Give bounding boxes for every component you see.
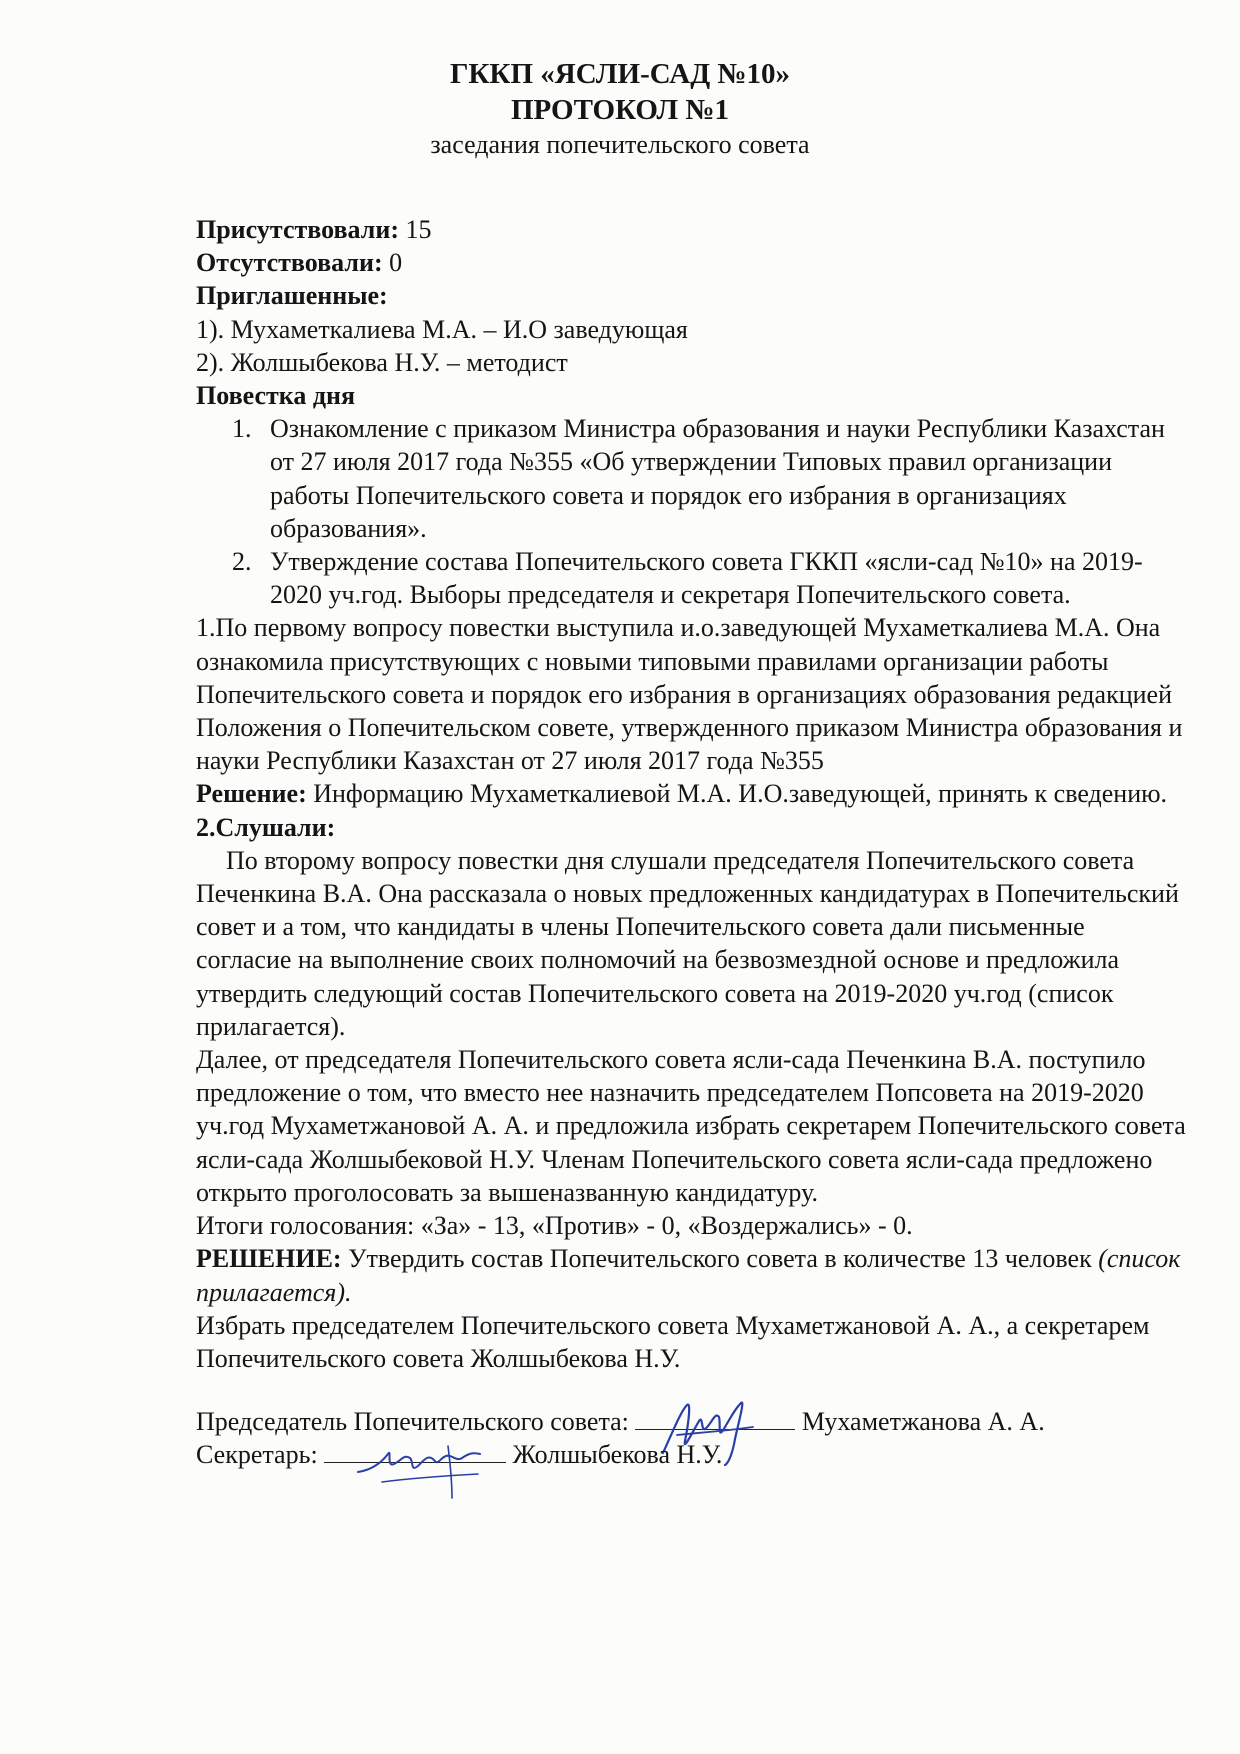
invited-item: 1). Мухаметкалиева М.А. – И.О заведующая — [196, 314, 688, 344]
agenda-item-number: 2. — [232, 547, 252, 577]
absent-value: 0 — [389, 248, 403, 278]
question2-decision — [196, 1242, 1186, 1308]
agenda-item-number: 1. — [232, 414, 252, 444]
election-text: Избрать председателем Попечительского совета Мухаметжановой А. А., а секретарем Попечительского совета Жолшыбекова Н.У. — [196, 1310, 1150, 1373]
agenda-item-text: Утверждение состава Попечительского совета ГККП «ясли-сад №10» на 2019-2020 уч.год. Выборы председателя и секретаря Попечительского совета. — [270, 547, 1143, 610]
vote-results: Итоги голосования: «За» - 13, «Против» - 0, «Воздержались» - 0. — [196, 1211, 913, 1241]
present-line — [196, 213, 1186, 246]
decision-label: РЕШЕНИЕ: — [196, 1244, 342, 1274]
agenda-item — [196, 545, 1186, 611]
agenda-item — [196, 412, 1186, 545]
agenda-item-text: Ознакомление с приказом Министра образования и науки Республики Казахстан от 27 июля 2017 года №355 «Об утверждении Типовых правил организации работы Попечительского совета и порядок его избрания в организациях образования». — [270, 414, 1165, 543]
decision-text: Информацию Мухаметкалиевой М.А. И.О.заведующей, принять к сведению. — [313, 779, 1168, 809]
protocol-title: ПРОТОКОЛ №1 — [510, 94, 730, 126]
decision-label: Решение: — [196, 779, 307, 809]
signature-block — [196, 1405, 1186, 1471]
invited-item: 2). Жолшыбекова Н.У. – методист — [196, 347, 568, 377]
organization-title: ГККП «ЯСЛИ-САД №10» — [449, 58, 791, 90]
secretary-name: Жолшыбекова Н.У. — [512, 1440, 723, 1470]
absent-line — [196, 246, 1186, 279]
decision-note: (список прилагается). — [196, 1244, 1181, 1307]
secretary-signature-line — [324, 1462, 506, 1463]
question1-decision — [196, 777, 1186, 810]
agenda-list — [196, 412, 1186, 611]
agenda-label: Повестка дня — [196, 381, 356, 411]
protocol-subtitle: заседания попечительского совета — [430, 130, 810, 159]
decision-text: Утвердить состав Попечительского совета в количестве 13 человек — [348, 1244, 1092, 1274]
secretary-signature-icon — [352, 1432, 492, 1502]
present-label: Присутствовали: — [196, 215, 399, 244]
chair-name: Мухаметжанова А. А. — [801, 1407, 1045, 1437]
secretary-signature-row — [196, 1438, 1186, 1471]
question2-paragraph: Далее, от председателя Попечительского совета ясли-сада Печенкина В.А. поступило предложение о том, что вместо нее назначить председателем Попсовета на 2019-2020 уч.год Мухаметжановой А. А. и предложила избрать секретарем Попечительского совета ясли-сада Жолшыбековой Н.У. Членам Попечительского совета ясли-сада предложено открыто проголосовать за вышеназванную кандидатуру. — [196, 1045, 1186, 1207]
absent-label: Отсутствовали: — [196, 248, 383, 278]
secretary-label: Секретарь: — [196, 1440, 318, 1470]
question1-text: 1.По первому вопросу повестки выступила и.о.заведующей Мухаметкалиева М.А. Она ознакомила присутствующих с новыми типовыми правилами организации работы Попечительского совета и порядок его избрания в организациях образования редакцией Положения о Попечительском совете, утвержденного приказом Министра образования и науки Республики Казахстан от 27 июля 2017 года №355 — [196, 613, 1183, 776]
question2-heading: 2.Слушали: — [196, 812, 336, 842]
question2-paragraph: По второму вопросу повестки дня слушали председателя Попечительского совета Печенкина В.А. Она рассказала о новых предложенных кандидатурах в Попечительский совет и а том, что кандидаты в члены Попечительского совета дали письменные согласие на выполнение своих полномочий на безвозмездной основе и предложила утвердить следующий состав Попечительского совета на 2019-2020 уч.год (список прилагается). — [196, 845, 1179, 1041]
invited-label: Приглашенные: — [196, 281, 388, 311]
present-value: 15 — [405, 215, 432, 244]
chair-signature-line — [635, 1429, 795, 1430]
chair-label: Председатель Попечительского совета: — [196, 1407, 629, 1437]
chair-signature-row — [196, 1405, 1186, 1438]
protocol-body — [196, 213, 1186, 1471]
